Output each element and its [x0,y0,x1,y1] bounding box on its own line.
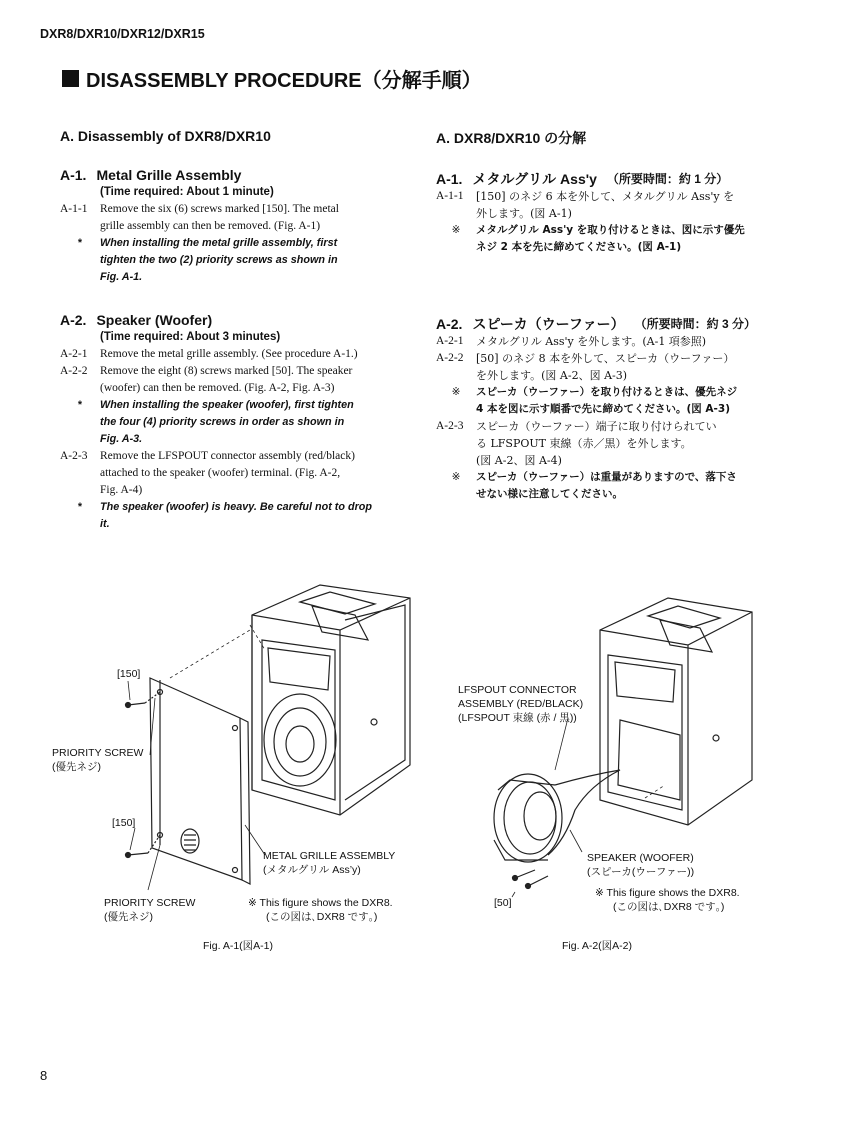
a1-number: A-1. [60,167,87,183]
label-line: SPEAKER (WOOFER) [587,852,694,864]
step-line: Remove the LFSPOUT connector assembly (red/black) [100,450,355,462]
note-a2-1-en [60,397,400,448]
label-priority-bottom [104,896,195,924]
note-mark: ※ [451,386,461,398]
label-line: PRIORITY SCREW [52,747,144,759]
step-a-2-2-ja [436,350,766,384]
label-speaker-woofer [587,851,694,879]
note-mark: * [77,237,83,249]
note-mark: ※ [451,224,461,236]
a1-number: A-1. [436,171,463,187]
model-header: DXR8/DXR10/DXR12/DXR15 [40,27,205,41]
a2-title: スピーカ（ウーファー） [472,316,625,332]
figure-a1-note [248,896,393,924]
figure-a1-caption: Fig. A-1(図A-1) [203,940,274,952]
japanese-column [436,128,766,503]
label-line: ASSEMBLY (RED/BLACK) [458,698,584,710]
note-line: Fig. A-3. [100,433,143,445]
note-line: tighten the two (2) priority screws as shown in [100,254,338,266]
note-line: the four (4) priority screws in order as shown in [100,416,345,428]
step-line: grille assembly can then be removed. (Fig. A-1) [100,220,321,232]
a2-number: A-2. [436,316,463,332]
speaker-cabinet-a2-icon [600,598,752,825]
step-line: る LFSPOUT 束線（赤／黒）を外します。 [476,437,692,450]
label-line: LFSPOUT CONNECTOR [458,684,577,696]
step-a-2-2-en [60,363,400,397]
step-a-1-1-en [60,201,400,235]
a1-heading-ja [436,170,766,188]
step-number: A-2-2 [436,352,464,364]
a2-title: Speaker (Woofer) [96,312,213,328]
a2-heading-ja [436,315,766,333]
step-number: A-1-1 [436,190,464,202]
label-50: [50] [494,897,512,909]
section-heading-en: A. Disassembly of DXR8/DXR10 [60,128,271,144]
page-number: 8 [40,1068,48,1083]
figure-a2-note [595,886,740,914]
label-metal-grille [263,849,395,877]
step-number: A-2-1 [60,348,88,360]
step-number: A-2-3 [60,450,88,462]
note-line: it. [100,518,110,530]
screw-50-icon [513,870,549,889]
note-line: 4 本を図に示す順番で先に締めてください。(図 A-3) [476,403,731,415]
step-line: (図 A-2、図 A-4) [476,454,562,467]
note-a1-ja [436,222,766,256]
label-priority-top [52,746,143,774]
note-mark: ※ [451,471,461,483]
step-line: 外します。(図 A-1) [476,207,572,220]
figure-a2-caption: Fig. A-2(図A-2) [562,940,633,952]
label-150-top: [150] [117,668,141,680]
woofer-speaker-icon [494,770,620,862]
step-line: [150] のネジ 6 本を外して、メタルグリル Ass'y を [476,190,735,203]
page-title-text: DISASSEMBLY PROCEDURE（分解手順） [86,70,482,92]
title-square-icon [62,70,79,87]
page-title [62,64,482,93]
label-line: ※ This figure shows the DXR8. [595,887,740,899]
note-line: When installing the metal grille assembly, first [100,237,338,249]
label-line: (優先ネジ) [104,911,153,923]
label-line: (この図は､DXR8 です｡) [613,901,725,913]
a1-title: Metal Grille Assembly [96,167,242,183]
step-a-2-1-ja [436,333,766,350]
step-line: を外します。(図 A-2、図 A-3) [476,369,628,382]
a1-title: メタルグリル Ass'y [472,171,597,187]
a2-time-ja: （所要時間：約 3 分） [634,317,756,331]
label-line: ※ This figure shows the DXR8. [248,897,393,909]
label-line: (この図は､DXR8 です｡) [266,911,378,923]
label-line: (スピーカ(ウーファー)) [587,866,695,878]
note-mark: * [77,399,83,411]
note-line: メタルグリル Ass'y を取り付けるときは、図に示す優先 [476,224,745,236]
step-line: Remove the six (6) screws marked [150]. The metal [100,203,339,215]
a2-heading-en [60,311,400,329]
step-a-2-1-en [60,346,400,363]
step-line: スピーカ（ウーファー）端子に取り付けられてい [476,420,717,433]
note-line: When installing the speaker (woofer), first tighten [100,399,354,411]
label-line: (LFSPOUT 束線 (赤 / 黒)) [458,712,577,724]
section-heading-ja: A. DXR8/DXR10 の分解 [436,130,587,146]
a1-time-en: (Time required: About 1 minute) [100,186,274,198]
note-a1-en [60,235,400,286]
step-line: メタルグリル Ass'y を外します。(A-1 項参照) [476,335,707,348]
label-line: PRIORITY SCREW [104,897,196,909]
step-a-2-3-en [60,448,400,499]
step-line: attached to the speaker (woofer) terminal. (Fig. A-2, [100,467,341,479]
note-line: スピーカ（ウーファー）は重量がありますので、落下さ [476,471,737,483]
note-a2-1-ja [436,384,766,418]
note-a2-2-ja [436,469,766,503]
step-line: [50] のネジ 8 本を外して、スピーカ（ウーファー） [476,352,735,365]
metal-grille-icon [150,678,250,884]
english-column [60,128,400,533]
step-number: A-2-3 [436,420,464,432]
label-line: METAL GRILLE ASSEMBLY [263,850,396,862]
note-line: スピーカ（ウーファー）を取り付けるときは、優先ネジ [476,386,738,398]
step-line: (woofer) can then be removed. (Fig. A-2, Fig. A-3) [100,382,335,394]
note-mark: * [77,501,83,513]
label-lfspout-connector [458,683,583,725]
note-line: Fig. A-1. [100,271,143,283]
step-line: Remove the eight (8) screws marked [50]. The speaker [100,365,353,377]
speaker-cabinet-a1-icon [252,585,410,815]
note-line: The speaker (woofer) is heavy. Be careful not to drop [100,501,372,513]
a2-time-en: (Time required: About 3 minutes) [100,331,281,343]
a1-time-ja: （所要時間：約 1 分） [606,172,729,186]
label-line: (優先ネジ) [52,761,101,773]
step-line: Remove the metal grille assembly. (See procedure A-1.) [100,348,358,360]
note-a2-2-en [60,499,400,533]
step-a-2-3-ja [436,418,766,469]
step-number: A-1-1 [60,203,88,215]
label-150-bottom: [150] [112,817,136,829]
step-number: A-2-1 [436,335,464,347]
note-line: ネジ 2 本を先に締めてください。(図 A-1) [476,241,682,253]
note-line: せない様に注意してください。 [476,488,623,500]
label-line: (メタルグリル Ass’y) [263,864,361,876]
step-line: Fig. A-4) [100,484,143,496]
step-number: A-2-2 [60,365,88,377]
a1-heading-en [60,166,400,184]
step-a-1-1-ja [436,188,766,222]
a2-number: A-2. [60,312,87,328]
